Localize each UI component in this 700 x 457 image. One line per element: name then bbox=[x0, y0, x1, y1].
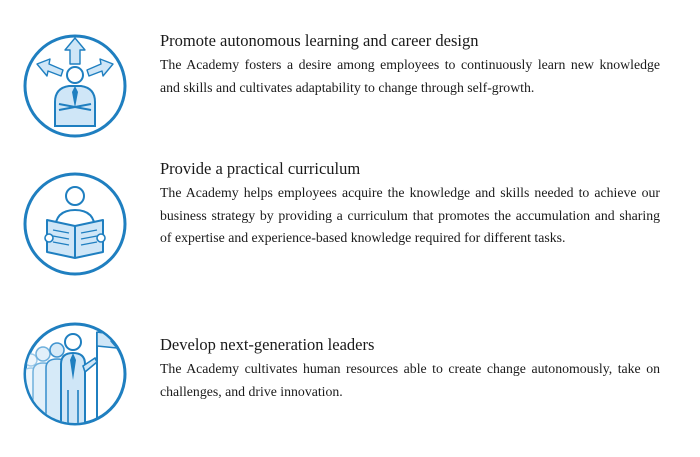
feature-description: The Academy helps employees acquire the knowledge and skills needed to achieve our business strategy by providing a curriculum that promotes the accumulation and sharing of expertise and experience-based knowledge required for different tasks. bbox=[160, 185, 660, 245]
feature-description: The Academy cultivates human resources able to create change autonomously, take on challenges, and drive innovation. bbox=[160, 361, 660, 399]
leader-with-flag-icon bbox=[19, 318, 131, 430]
feature-text bbox=[160, 334, 660, 403]
person-arrows-icon bbox=[19, 30, 131, 142]
feature-description: The Academy fosters a desire among employees to continuously learn new knowledge and skills and cultivates adaptability to change through self-growth. bbox=[160, 57, 660, 95]
feature-text bbox=[160, 158, 660, 250]
feature-title: Develop next-generation leaders bbox=[160, 335, 375, 354]
person-reading-book-icon bbox=[19, 168, 131, 280]
feature-text bbox=[160, 30, 660, 99]
feature-title: Provide a practical curriculum bbox=[160, 159, 361, 178]
feature-title: Promote autonomous learning and career design bbox=[160, 31, 479, 50]
